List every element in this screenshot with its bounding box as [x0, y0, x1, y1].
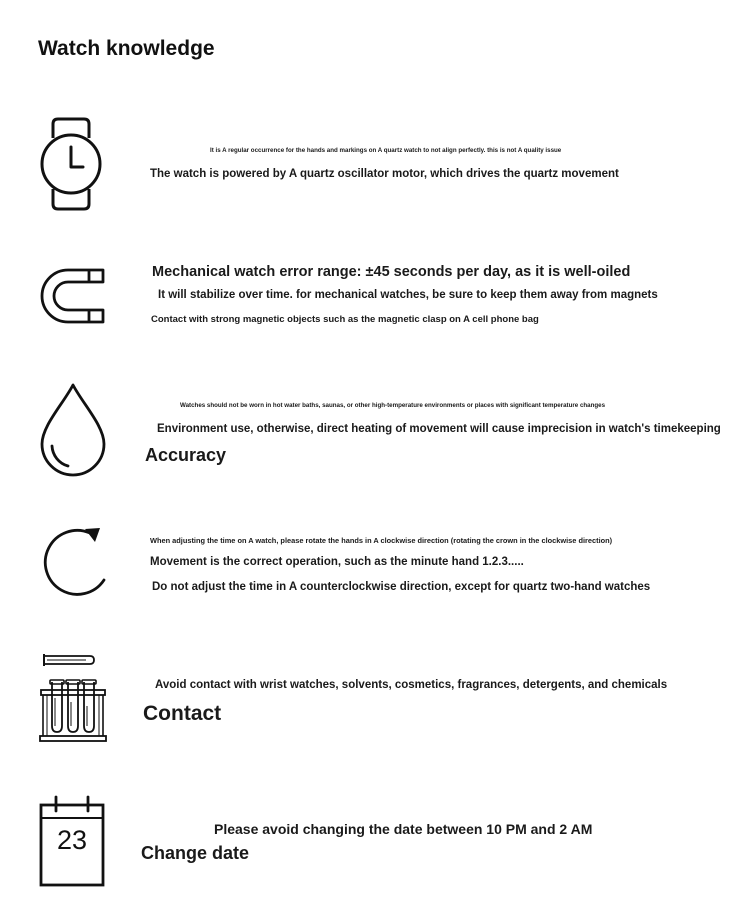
magnet-icon — [38, 267, 110, 325]
section-2-text: It will stabilize over time. for mechanical watches, be sure to keep them away from magnets — [158, 289, 658, 301]
section-3-note: Watches should not be worn in hot water baths, saunas, or other high-temperature environments or places with significant temperature changes — [180, 402, 606, 409]
section-1-note: It is A regular occurrence for the hands and markings on A quartz watch to not align perfectly. this is not A quality issue — [210, 147, 562, 154]
section-6-heading: Change date — [141, 843, 250, 863]
water-drop-icon — [38, 382, 108, 476]
section-1-text: The watch is powered by A quartz oscillator motor, which drives the quartz movement — [150, 168, 619, 180]
section-6-text: Please avoid changing the date between 10 PM and 2 AM — [214, 821, 593, 837]
section-4-text-2: Do not adjust the time in A counterclockwise direction, except for quartz two-hand watches — [152, 581, 651, 593]
section-5-text: Avoid contact with wrist watches, solvents, cosmetics, fragrances, detergents, and chemicals — [155, 679, 668, 691]
clockwise-arrow-icon — [38, 524, 110, 604]
section-2-note: Contact with strong magnetic objects such as the magnetic clasp on A cell phone bag — [151, 314, 539, 325]
wristwatch-icon — [38, 116, 106, 212]
section-2-heading-line: Mechanical watch error range: ±45 seconds per day, as it is well-oiled — [152, 264, 631, 280]
section-5-heading: Contact — [143, 702, 222, 725]
calendar-day-number: 23 — [56, 825, 88, 855]
section-4-text: Movement is the correct operation, such as the minute hand 1.2.3..... — [150, 556, 524, 568]
page-title: Watch knowledge — [38, 37, 215, 60]
section-4-note: When adjusting the time on A watch, please rotate the hands in A clockwise direction (rotating the crown in the clockwise direction) — [150, 536, 613, 545]
section-3-heading: Accuracy — [145, 445, 227, 465]
section-3-text: Environment use, otherwise, direct heating of movement will cause imprecision in watch's timekeeping — [157, 423, 721, 435]
test-tubes-icon — [38, 652, 110, 744]
calendar-icon — [38, 794, 106, 888]
